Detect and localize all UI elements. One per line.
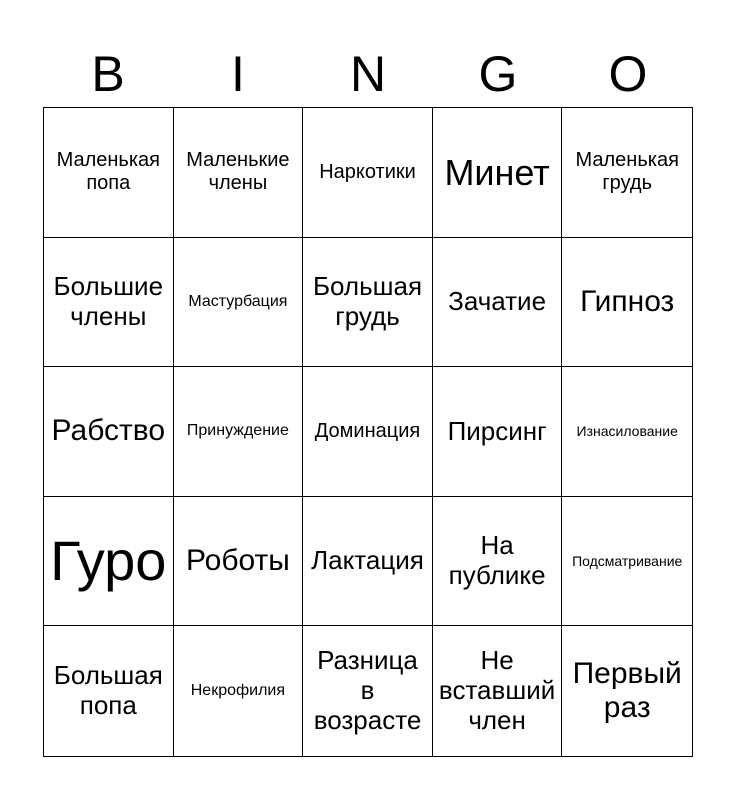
bingo-board [43, 107, 693, 757]
bingo-cell[interactable]: Наркотики [303, 108, 433, 238]
bingo-cell[interactable]: Маленькая грудь [562, 108, 692, 238]
bingo-cell[interactable]: Мастурбация [174, 238, 304, 368]
bingo-cell[interactable]: Роботы [174, 497, 304, 627]
bingo-cell[interactable]: Принуждение [174, 367, 304, 497]
header-letter-i: I [231, 46, 245, 102]
bingo-cell[interactable]: Некрофилия [174, 626, 304, 756]
bingo-cell[interactable]: Гуро [44, 497, 174, 627]
bingo-cell[interactable]: Доминация [303, 367, 433, 497]
bingo-header [43, 40, 693, 108]
bingo-cell[interactable]: Рабство [44, 367, 174, 497]
bingo-cell[interactable]: Подсматривание [562, 497, 692, 627]
header-letter-b: B [91, 46, 125, 102]
bingo-cell[interactable]: Лактация [303, 497, 433, 627]
bingo-cell[interactable]: Разница в возрасте [303, 626, 433, 756]
bingo-cell[interactable]: Изнасилование [562, 367, 692, 497]
bingo-cell[interactable]: Зачатие [433, 238, 563, 368]
header-letter-n: N [349, 46, 387, 102]
bingo-cell[interactable]: Большая попа [44, 626, 174, 756]
bingo-cell[interactable]: На публике [433, 497, 563, 627]
bingo-cell[interactable]: Большая грудь [303, 238, 433, 368]
bingo-cell[interactable]: Пирсинг [433, 367, 563, 497]
bingo-cell[interactable]: Минет [433, 108, 563, 238]
bingo-cell[interactable]: Гипноз [562, 238, 692, 368]
header-letter-g: G [478, 46, 518, 102]
header-letter-o: O [608, 46, 648, 102]
bingo-cell[interactable]: Первый раз [572, 656, 682, 725]
bingo-cell[interactable]: Большие члены [44, 238, 174, 368]
bingo-cell[interactable]: Маленькая попа [44, 108, 174, 238]
bingo-cell[interactable]: Не вставший член [433, 626, 563, 756]
bingo-cell[interactable]: Маленькие члены [174, 108, 304, 238]
